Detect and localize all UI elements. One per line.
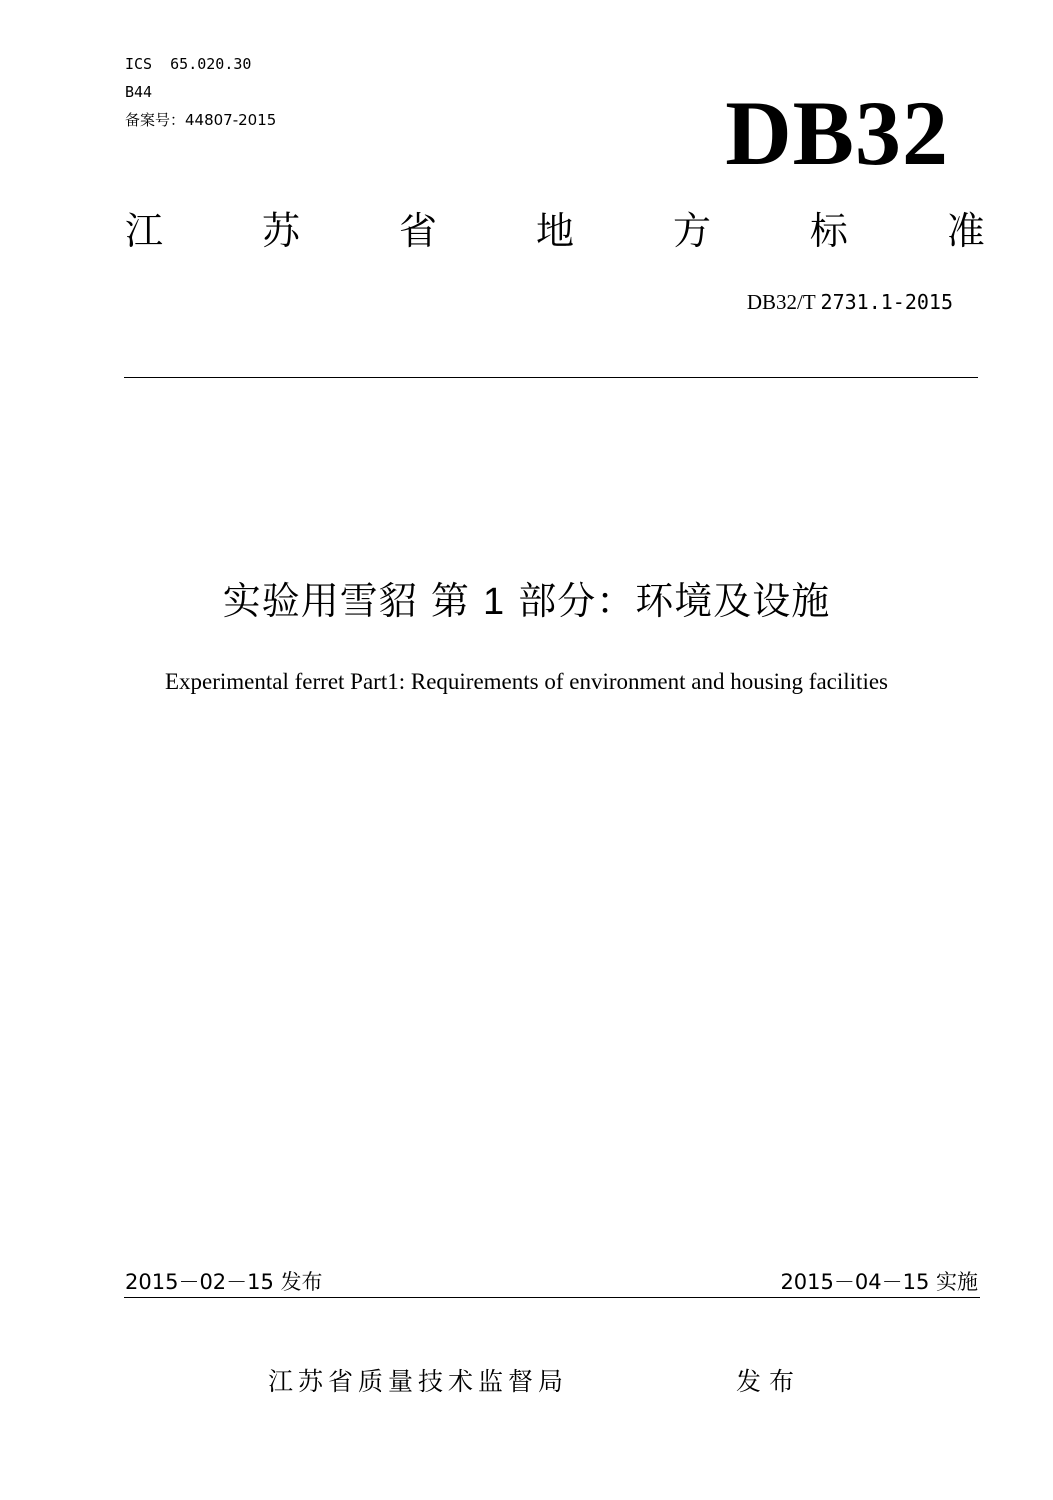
issue-date: 2015－02－15 发布 (125, 1270, 323, 1294)
ics-code: ICS 65.020.30 (125, 55, 252, 73)
standard-type-heading (125, 205, 985, 257)
title-cn-part-number: 1 (482, 581, 506, 623)
implementation-date: 2015－04－15 实施 (780, 1270, 978, 1294)
standard-type-char: 准 (946, 209, 985, 253)
header-divider (124, 377, 978, 378)
standard-number-code: 2731.1-2015 (820, 290, 953, 314)
standard-number (747, 289, 953, 315)
filing-number: 备案号：44807-2015 (125, 111, 277, 129)
ccs-code: B44 (125, 83, 153, 101)
title-english: Experimental ferret Part1: Requirements of environment and housing facilities (164, 669, 888, 694)
standard-type-char: 标 (809, 209, 848, 253)
title-chinese (0, 574, 1053, 629)
standard-type-char: 方 (672, 209, 711, 253)
publish-label: 发布 (736, 1367, 803, 1396)
issuing-authority: 江苏省质量技术监督局 (268, 1367, 569, 1396)
db32-logo: DB32 (725, 82, 949, 184)
standard-type-char: 地 (535, 209, 574, 253)
standard-type-char: 苏 (261, 209, 300, 253)
footer-divider (124, 1297, 980, 1298)
standard-number-prefix: DB32/T (746, 290, 816, 314)
standard-type-char: 省 (398, 209, 437, 253)
standard-type-char: 江 (125, 209, 164, 253)
title-cn-part2: 部分：环境及设施 (518, 579, 831, 623)
title-cn-part1: 实验用雪貂 第 (222, 579, 470, 623)
